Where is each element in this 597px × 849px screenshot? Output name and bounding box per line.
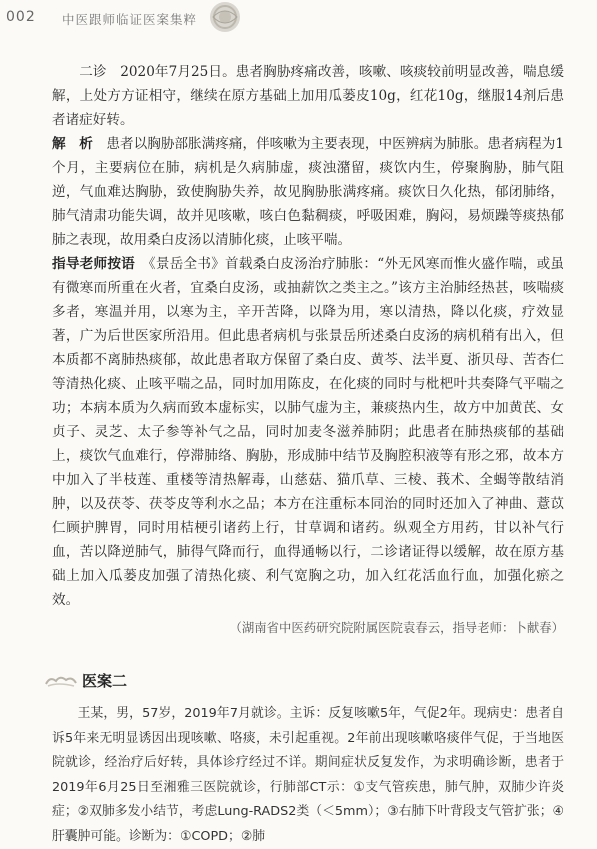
case-heading <box>52 668 564 696</box>
followup-label: 二诊 <box>79 64 107 80</box>
page-content <box>52 60 564 849</box>
analysis-label: 解 析 <box>52 136 93 152</box>
teacher-note-paragraph <box>52 252 564 612</box>
case-body <box>52 702 564 849</box>
source-attribution: （湖南省中医药研究院附属医院袁春云，指导老师：卜献春） <box>229 620 564 635</box>
case-title: 医案二 <box>82 672 128 690</box>
page-number: 002 <box>6 9 36 25</box>
cloud-ornament-icon <box>44 674 78 688</box>
case-text: 王某，男，57岁，2019年7月就诊。主诉：反复咳嗽5年，气促2年。现病史：患者自诉5年来无明显诱因出现咳嗽、咯痰，未引起重视。2年前出现咳嗽咯痰伴气促，于当地医院就诊，经治疗后好转，具体诊疗经过不详。期间症状反复发作，为求明确诊断，患者于2019年6月25日至湘雅三医院就诊，行肺部CT示：①支气管疾患，肺气肿，双肺少许炎症；②双肺多发小结节，考虑Lung-RADS2类（＜5mm）；③右肺下叶背段支气管扩张；④肝囊肿可能。诊断为：①COPD；②肺 <box>52 706 564 844</box>
page-header <box>0 0 597 36</box>
analysis-text: 患者以胸胁部胀满疼痛，伴咳嗽为主要表现，中医辨病为肺胀。患者病程为1个月，主要病位在肺，病机是久病肺虚，痰浊潴留，痰饮内生，停聚胸胁，肺气阻逆，气血难达胸胁，致使胸胁失养，故见胸胁胀满疼痛。痰饮日久化热，郁闭肺络，肺气清肃功能失调，故并见咳嗽，咳白色黏稠痰，呼吸困难，胸闷，易烦躁等痰热郁肺之表现，故用桑白皮汤以清肺化痰，止咳平喘。 <box>52 136 564 248</box>
analysis-paragraph <box>52 132 564 252</box>
teacher-note-label: 指导老师按语 <box>52 256 136 272</box>
decorative-emblem-icon <box>208 0 242 34</box>
followup-text: 2020年7月25日。患者胸胁疼痛改善，咳嗽、咳痰较前明显改善，喘息缓解，上处方方证相守，继续在原方基础上加用瓜蒌皮10g，红花10g，继服14剂后患者诸症好转。 <box>52 64 565 128</box>
book-title: 中医跟师临证医案集粹 <box>62 12 198 27</box>
followup-paragraph <box>52 60 564 132</box>
teacher-note-text: 《景岳全书》首载桑白皮汤治疗肺胀：“外无风寒而惟火盛作喘，或虽有微寒而所重在火者，宜桑白皮汤，或抽薪饮之类主之。”该方主治肺经热甚，咳喘痰多者，寒温并用，以寒为主，辛开苦降，以降为用，寒以清热，降以化痰，疗效显著，广为后世医家所沿用。但此患者病机与张景岳所述桑白皮汤的病机稍有出入，但本质都不离肺热痰郁，故此患者取方保留了桑白皮、黄芩、法半夏、浙贝母、苦杏仁等清热化痰、止咳平喘之品，同时加用陈皮，在化痰的同时与枇杷叶共奏降气平喘之功；本病本质为久病而致本虚标实，以肺气虚为主，兼痰热内生，故方中加黄芪、女贞子、灵芝、太子参等补气之品，同时加麦冬滋养肺阴；此患者在肺热痰郁的基础上，痰饮气血难行，停滞肺络、胸胁，形成肺中结节及胸腔积液等有形之邪，故本方中加入了半枝莲、重楼等清热解毒，山慈菇、猫爪草、三棱、莪术、全蝎等散结消肿，以及茯苓、茯苓皮等利水之品；本方在注重标本同治的同时还加入了神曲、薏苡仁顾护脾胃，同时用桔梗引诸药上行，甘草调和诸药。纵观全方用药，甘以补气行血，苦以降逆肺气，肺得气降而行，血得通畅以行，二诊诸证得以缓解，故在原方基础上加入瓜蒌皮加强了清热化痰、利气宽胸之功，加入红花活血行血，加强化瘀之效。 <box>52 256 565 608</box>
